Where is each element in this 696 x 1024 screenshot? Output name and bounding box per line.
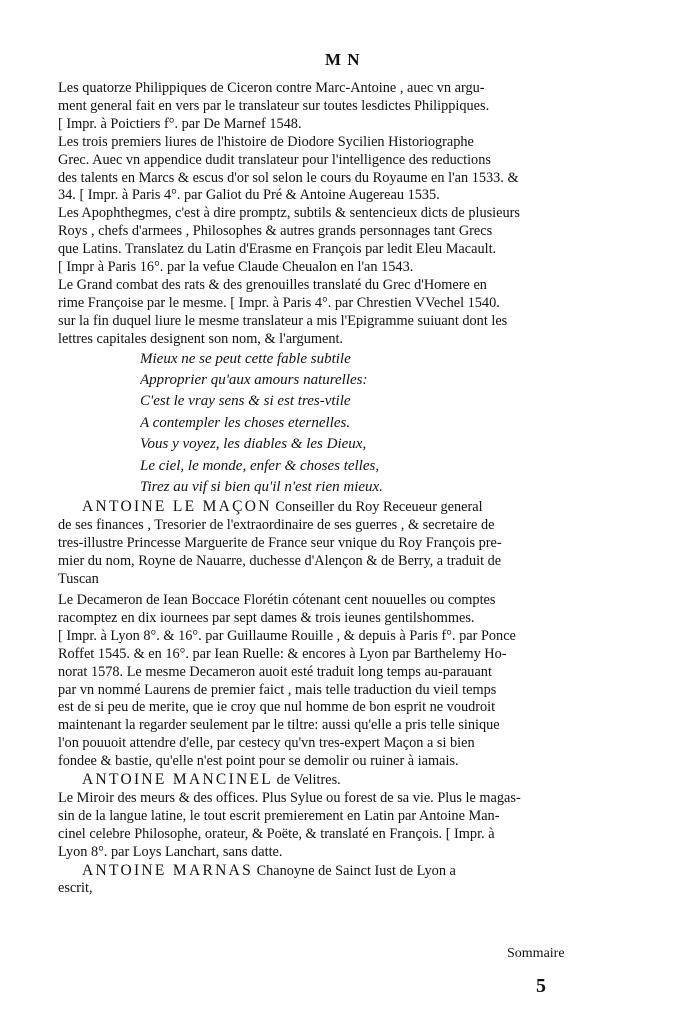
text-line: racomptez en dix iournees par sept dames & trois ieunes gentilshommes. xyxy=(58,609,475,626)
text-line: lettres capitales designent son nom, & l'argument. xyxy=(58,330,344,347)
text-line: [ Impr. à Lyon 8°. & 16°. par Guillaume Rouille , & depuis à Paris f°. par Ponce xyxy=(58,627,516,644)
text-line: cinel celebre Philosophe, orateur, & Poëte, & translaté en François. [ Impr. à xyxy=(58,825,495,842)
entry-philippiques xyxy=(58,80,586,134)
text-line: Chanoyne de Sainct Iust de Lyon a xyxy=(253,862,456,879)
entry-grand-combat xyxy=(58,277,586,349)
author-antoine-mancinel xyxy=(58,771,586,862)
text-line: Grec. Auec vn appendice dudit translateur pour l'intelligence des reductions xyxy=(58,151,491,168)
text-line: Roys , chefs d'armees , Philosophes & autres grands personnages tant Grecs xyxy=(58,223,493,240)
verse-line: Tirez au vif si bien qu'il n'est rien mieux. xyxy=(140,479,383,496)
author-origin: de Velitres. xyxy=(273,772,341,789)
text-line: ment general fait en vers par le translateur sur toutes lesdictes Philippiques. xyxy=(58,97,490,114)
text-line: l'on pouuoit attendre d'elle, par cestecy qu'vn tres-expert Maçon a si bien xyxy=(58,735,475,752)
text-line: [ Impr à Paris 16°. par la vefue Claude Cheualon en l'an 1543. xyxy=(58,259,414,276)
text-line: Roffet 1545. & en 16°. par Iean Ruelle: & encores à Lyon par Barthelemy Ho- xyxy=(58,645,507,662)
entry-diodore xyxy=(58,134,586,206)
text-line: de ses finances , Tresorier de l'extraordinaire de ses guerres , & secretaire de xyxy=(58,517,495,534)
author-antoine-le-macon xyxy=(58,498,586,589)
author-heading-line xyxy=(82,498,586,517)
text-line: norat 1578. Le mesme Decameron auoit esté traduit long temps au-parauant xyxy=(58,663,492,680)
text-line: est de si peu de merite, que ie croy que nul homme de bon esprit ne voudroit xyxy=(58,699,496,716)
page-signature-header: M N xyxy=(325,50,361,69)
text-line: Le Decameron de Iean Boccace Florétin cótenant cent nouuelles ou comptes xyxy=(58,591,496,608)
entry-decameron xyxy=(58,592,586,771)
verse-line: Le ciel, le monde, enfer & choses telles, xyxy=(140,457,380,474)
text-line: tres-illustre Princesse Marguerite de France seur vnique du Roy François pre- xyxy=(58,535,502,552)
text-line: escrit, xyxy=(58,880,93,897)
text-line: Le Grand combat des rats & des grenouilles translaté du Grec d'Homere en xyxy=(58,276,487,293)
author-heading-line xyxy=(82,862,586,881)
text-line: Les trois premiers liures de l'histoire de Diodore Sycilien Historiographe xyxy=(58,133,474,150)
verse-line: Approprier qu'aux amours naturelles: xyxy=(140,372,368,388)
text-line: sur la fin duquel liure le mesme translateur a mis l'Epigramme suiuant dont les xyxy=(58,312,508,329)
verse-line: A contempler les choses eternelles. xyxy=(140,414,351,431)
text-line: Lyon 8°. par Loys Lanchart, sans datte. xyxy=(58,843,283,860)
page-body xyxy=(58,80,586,898)
text-line: que Latins. Translatez du Latin d'Erasme en François par ledit Eleu Macault. xyxy=(58,241,497,258)
verse-line: Mieux ne se peut cette fable subtile xyxy=(140,350,351,367)
verse-line: C'est le vray sens & si est tres-vtile xyxy=(140,393,351,410)
text-line: 34. [ Impr. à Paris 4°. par Galiot du Pré & Antoine Augereau 1535. xyxy=(58,187,440,204)
text-line: mier du nom, Royne de Nauarre, duchesse d'Alençon & de Berry, a traduit de xyxy=(58,553,502,570)
signature-mark: 5 xyxy=(536,975,546,997)
text-line: Tuscan xyxy=(58,571,99,588)
entry-apophthegmes xyxy=(58,205,586,277)
text-line: fondee & bastie, qu'elle n'est point pour se demolir ou ruiner à iamais. xyxy=(58,753,459,770)
author-name: ANTOINE MARNAS xyxy=(82,861,253,879)
author-antoine-marnas xyxy=(58,862,586,899)
text-line: sin de la langue latine, le tout escrit premierement en Latin par Antoine Man- xyxy=(58,807,500,824)
text-line: par vn nommé Laurens de premier faict , mais telle traduction du vieil temps xyxy=(58,681,497,698)
text-line: Conseiller du Roy Receueur general xyxy=(275,499,483,516)
author-name: ANTOINE LE MAÇON xyxy=(82,498,272,516)
epigram-verse xyxy=(140,349,586,499)
author-heading-line xyxy=(82,771,586,790)
text-line: maintenant la regarder seulement par le tiltre: aussi qu'elle a pris telle sinique xyxy=(58,717,500,734)
verse-line: Vous y voyez, les diables & les Dieux, xyxy=(140,436,367,453)
author-name: ANTOINE MANCINEL xyxy=(82,771,274,789)
text-line: rime Françoise par le mesme. [ Impr. à Paris 4°. par Chrestien VVechel 1540. xyxy=(58,294,500,311)
text-line: Les quatorze Philippiques de Ciceron contre Marc-Antoine , auec vn argu- xyxy=(58,80,485,96)
text-line: Le Miroir des meurs & des offices. Plus Sylue ou forest de sa vie. Plus le magas- xyxy=(58,789,521,806)
text-line: des talents en Marcs & escus d'or sol selon le cours du Royaume en l'an 1533. & xyxy=(58,169,519,186)
text-line: [ Impr. à Poictiers f°. par De Marnef 1548. xyxy=(58,115,302,132)
text-line: Les Apophthegmes, c'est à dire promptz, subtils & sentencieux dicts de plusieurs xyxy=(58,205,520,222)
catchword: Sommaire xyxy=(507,946,565,961)
